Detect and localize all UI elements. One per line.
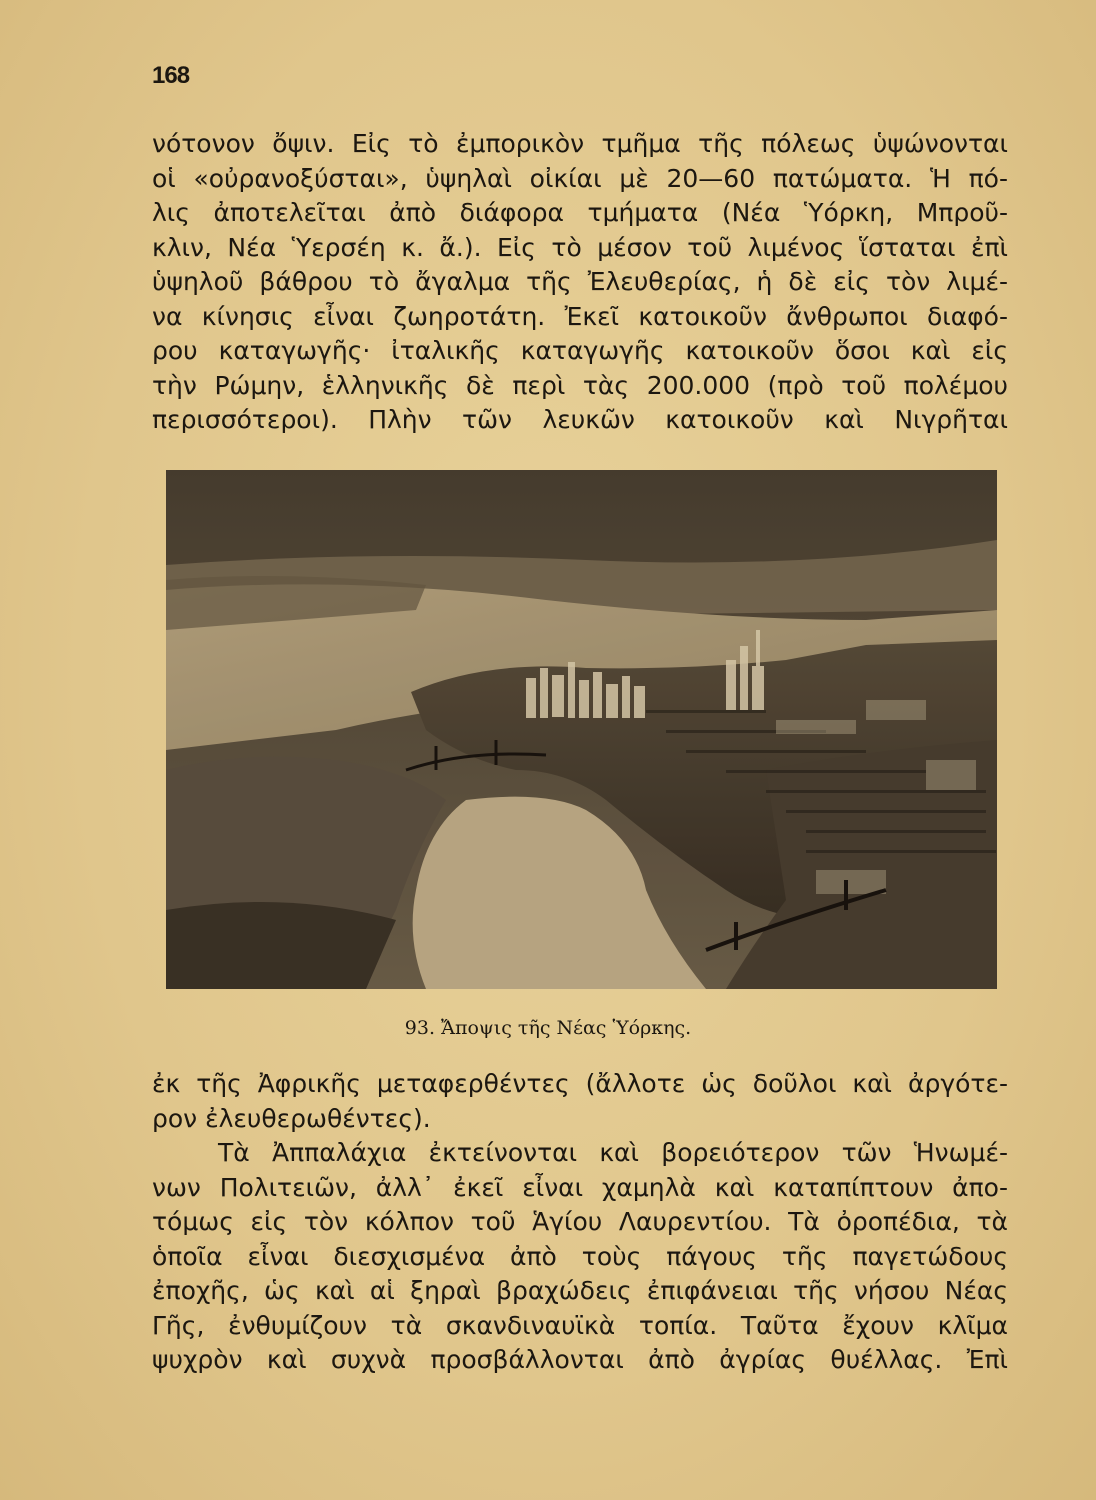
text-line: ρον ἐλευθερωθέντες). bbox=[152, 1103, 431, 1133]
text-line: τόμως εἰς τὸν κόλπον τοῦ Ἁγίου Λαυρεντίου. Τὰ ὀροπέδια, τὰ bbox=[152, 1207, 1008, 1236]
aerial-photo-new-york bbox=[166, 470, 997, 989]
text-line: οἱ «οὐρανοξύσται», ὑψηλαὶ οἰκίαι μὲ 20—60 πατώματα. Ἡ πό- bbox=[152, 163, 1008, 193]
figure-caption: 93. Ἄποψις τῆς Νέας Ὑόρκης. bbox=[404, 1017, 692, 1039]
text-line: να κίνησις εἶναι ζωηροτάτη. Ἐκεῖ κατοικοῦν ἄνθρωποι διαφό- bbox=[152, 301, 1008, 331]
text-line: ὁποῖα εἶναι διεσχισμένα ἀπὸ τοὺς πάγους τῆς παγετώδους bbox=[152, 1241, 1008, 1271]
text-line: ψυχρὸν καὶ συχνὰ προσβάλλονται ἀπὸ ἀγρίας θυέλλας. Ἐπὶ bbox=[152, 1345, 1008, 1374]
paragraph-top bbox=[152, 127, 1008, 438]
text-line: κλιν, Νέα Ὑερσέη κ. ἄ.). Εἰς τὸ μέσον τοῦ λιμένος ἵσταται ἐπὶ bbox=[152, 232, 1008, 262]
text-line: λις ἀποτελεῖται ἀπὸ διάφορα τμήματα (Νέα Ὑόρκη, Μπροῦ- bbox=[152, 198, 1008, 227]
text-line: ρου καταγωγῆς· ἰταλικῆς καταγωγῆς κατοικοῦν ὅσοι καὶ εἰς bbox=[152, 336, 1008, 365]
paragraph-bottom bbox=[152, 1067, 1008, 1378]
text-line: ἐποχῆς, ὡς καὶ αἱ ξηραὶ βραχώδεις ἐπιφάνειαι τῆς νήσου Νέας bbox=[152, 1276, 1008, 1305]
text-line: ἐκ τῆς Ἀφρικῆς μεταφερθέντες (ἄλλοτε ὡς δοῦλοι καὶ ἀργότε- bbox=[152, 1069, 1008, 1098]
text-line: περισσότεροι). Πλὴν τῶν λευκῶν κατοικοῦν καὶ Νιγρῆται bbox=[152, 405, 1008, 434]
text-line: Τὰ Ἀππαλάχια ἐκτείνονται καὶ βορειότερον τῶν Ἡνωμέ- bbox=[218, 1138, 1008, 1167]
text-line: νότονον ὄψιν. Εἰς τὸ ἐμπορικὸν τμῆμα τῆς πόλεως ὑψώνονται bbox=[152, 129, 1008, 158]
text-line: ὑψηλοῦ βάθρου τὸ ἄγαλμα τῆς Ἐλευθερίας, ἡ δὲ εἰς τὸν λιμέ- bbox=[152, 267, 1008, 296]
text-line: νων Πολιτειῶν, ἀλλ᾽ ἐκεῖ εἶναι χαμηλὰ καὶ καταπίπτουν ἀπο- bbox=[152, 1172, 1008, 1202]
text-line: τὴν Ρώμην, ἑλληνικῆς δὲ περὶ τὰς 200.000 (πρὸ τοῦ πολέμου bbox=[152, 370, 1008, 400]
text-line: Γῆς, ἐνθυμίζουν τὰ σκανδιναυϊκὰ τοπία. Ταῦτα ἔχουν κλῖμα bbox=[152, 1310, 1008, 1340]
page-number: 168 bbox=[152, 62, 190, 89]
